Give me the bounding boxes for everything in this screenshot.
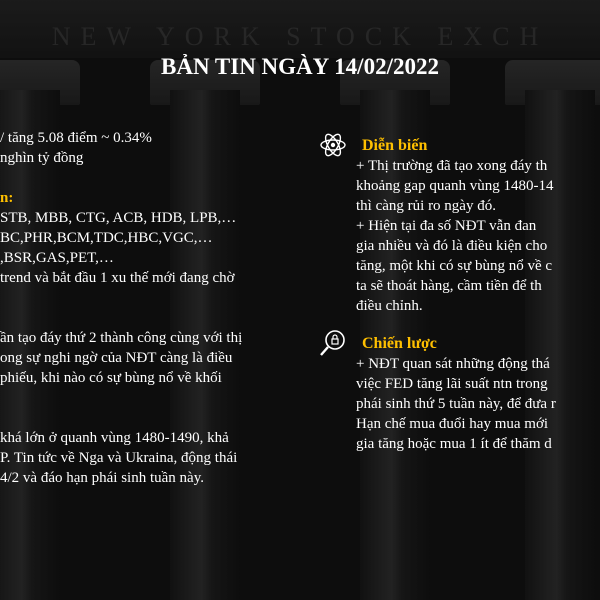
text-line: BC,PHR,BCM,TDC,HBC,VGC,… xyxy=(0,230,213,246)
text-line: khoảng gap quanh vùng 1480-14 xyxy=(356,178,554,194)
text-line xyxy=(0,388,300,408)
text-line: ta sẽ thoát hàng, cầm tiền để th xyxy=(356,278,542,294)
text-line: gia nhiều và đó là điều kiện cho xyxy=(356,238,548,254)
text-line: khá lớn ở quanh vùng 1480-1490, khả xyxy=(0,430,229,446)
section-body xyxy=(318,156,600,316)
section-title: Chiến lược xyxy=(362,335,437,352)
text-line: + NĐT quan sát những động thá xyxy=(356,356,550,372)
text-line: + Thị trường đã tạo xong đáy th xyxy=(356,158,548,174)
left-column-text xyxy=(0,128,300,488)
right-column xyxy=(318,130,600,454)
section-dien-bien xyxy=(318,130,600,316)
frieze-text: NEW YORK STOCK EXCH xyxy=(51,22,549,51)
text-line: gia tăng hoặc mua 1 ít để thăm d xyxy=(356,436,552,452)
section-title: Diễn biến xyxy=(362,137,428,154)
text-line xyxy=(0,308,300,328)
page-title: BẢN TIN NGÀY 14/02/2022 xyxy=(161,54,439,79)
atom-icon xyxy=(318,130,348,160)
text-line: phiếu, khi nào có sự bùng nổ về khối xyxy=(0,370,222,386)
text-line xyxy=(0,288,300,308)
text-line: điều chỉnh. xyxy=(356,298,423,314)
text-line: phái sinh thứ 5 tuần này, để đưa r xyxy=(356,396,556,412)
text-line: tăng, một khi có sự bùng nổ về c xyxy=(356,258,553,274)
text-line xyxy=(0,408,300,428)
text-line xyxy=(0,168,300,188)
text-line: thì càng rủi ro ngày đó. xyxy=(356,198,496,214)
text-line: nghìn tỷ đồng xyxy=(0,150,84,166)
strategy-search-icon xyxy=(318,328,348,358)
section-heading: n: xyxy=(0,190,14,206)
text-line: Hạn chế mua đuổi hay mua mới xyxy=(356,416,549,432)
text-line: STB, MBB, CTG, ACB, HDB, LPB,… xyxy=(0,210,237,226)
text-line: ần tạo đáy thứ 2 thành công cùng với thị xyxy=(0,330,243,346)
text-line: việc FED tăng lãi suất ntn trong xyxy=(356,376,548,392)
text-line: ,BSR,GAS,PET,… xyxy=(0,250,114,266)
text-line: trend và bắt đầu 1 xu thế mới đang chờ xyxy=(0,270,235,286)
section-chien-luoc xyxy=(318,328,600,454)
section-body xyxy=(318,354,600,454)
text-line: P. Tin tức về Nga và Ukraina, động thái xyxy=(0,450,238,466)
text-line: + Hiện tại đa số NĐT vẫn đan xyxy=(356,218,537,234)
text-line: ong sự nghi ngờ của NĐT càng là điều xyxy=(0,350,233,366)
text-line: 4/2 và đáo hạn phái sinh tuần này. xyxy=(0,470,204,486)
text-line: / tăng 5.08 điểm ~ 0.34% xyxy=(0,130,152,146)
